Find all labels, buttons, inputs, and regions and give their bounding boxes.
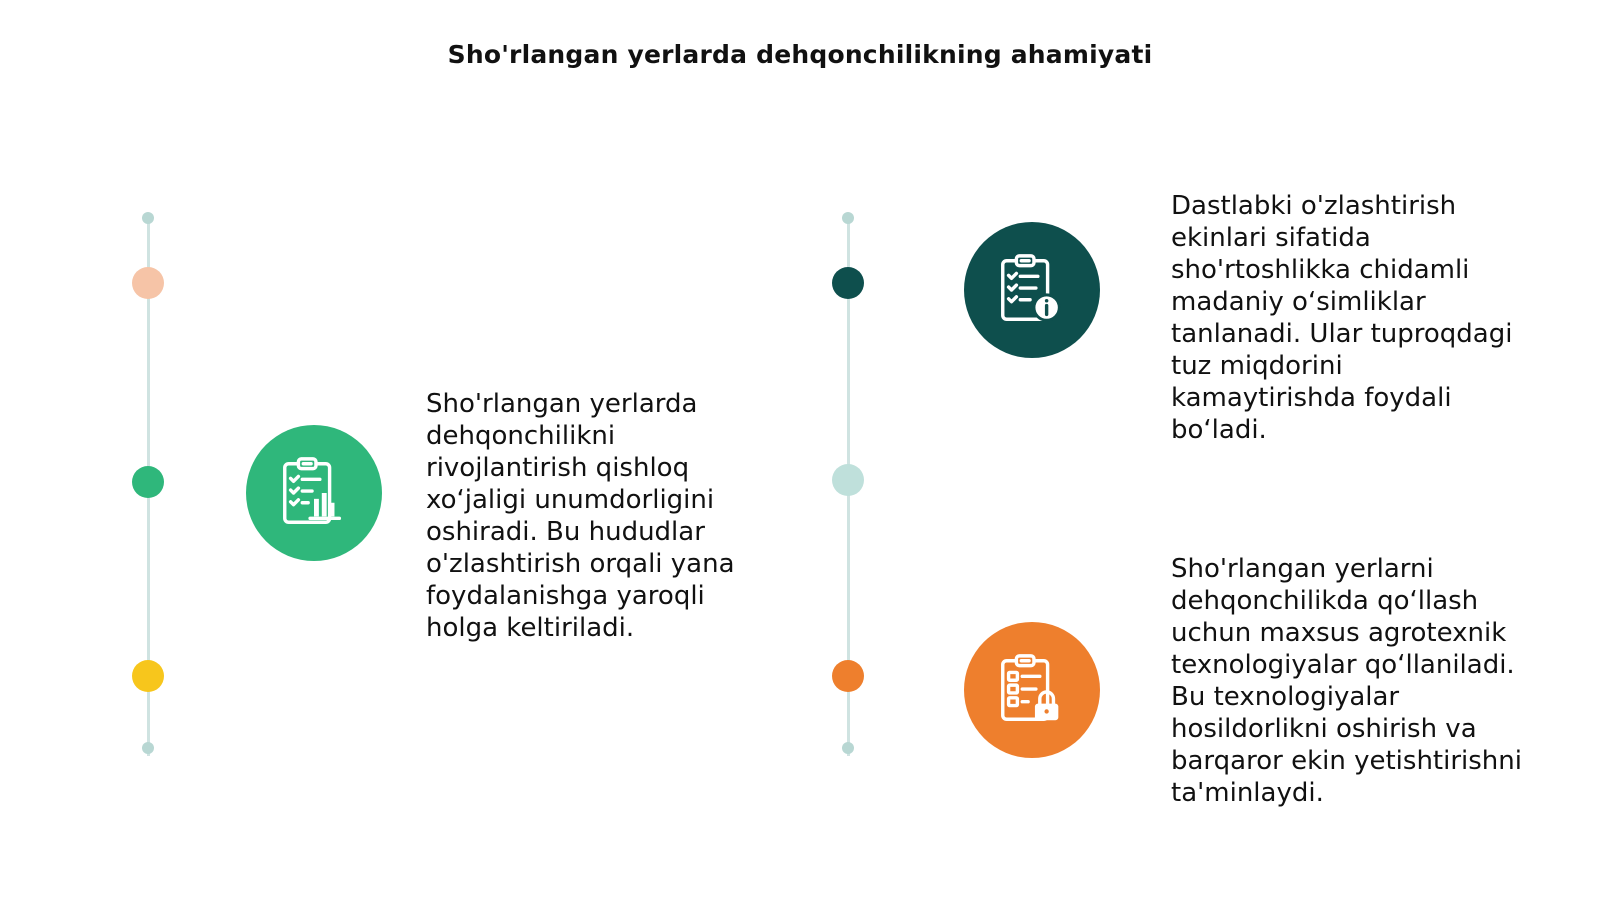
timeline-dot-light-teal xyxy=(832,464,864,496)
timeline-bottom-cap xyxy=(842,742,854,754)
left-timeline xyxy=(128,212,168,772)
clipboard-chart-icon xyxy=(246,425,382,561)
item-description: Dastlabki o'zlashtirish ekinlari sifatida sho'rtoshlikka chidamli madaniy o‘simliklar tanlanadi. Ular tuproqdagi tuz miqdorini kamaytirishda foydali bo‘ladi. xyxy=(1171,191,1513,445)
item-description: Sho'rlangan yerlarda dehqonchilikni rivojlantirish qishloq xo‘jaligi unumdorligini oshiradi. Bu hududlar o'zlashtirish orqali yana foydalanishga yaroqli holga keltiriladi. xyxy=(426,389,735,643)
item-description: Sho'rlangan yerlarni dehqonchilikda qo‘llash uchun maxsus agrotexnik texnologiyalar qo‘llaniladi. Bu texnologiyalar hosildorlikni oshirish va barqaror ekin yetishtirishni ta'minlaydi. xyxy=(1171,554,1522,808)
timeline-dot-dark-teal xyxy=(832,267,864,299)
timeline-dot-orange xyxy=(832,660,864,692)
clipboard-info-icon xyxy=(964,222,1100,358)
timeline-dot-green xyxy=(132,466,164,498)
timeline-top-cap xyxy=(142,212,154,224)
right-timeline xyxy=(828,212,868,772)
clipboard-lock-icon xyxy=(964,622,1100,758)
page-title: Sho'rlangan yerlarda dehqonchilikning ahamiyati xyxy=(447,40,1153,69)
timeline-dot-peach xyxy=(132,267,164,299)
timeline-top-cap xyxy=(842,212,854,224)
timeline-bottom-cap xyxy=(142,742,154,754)
timeline-dot-yellow xyxy=(132,660,164,692)
